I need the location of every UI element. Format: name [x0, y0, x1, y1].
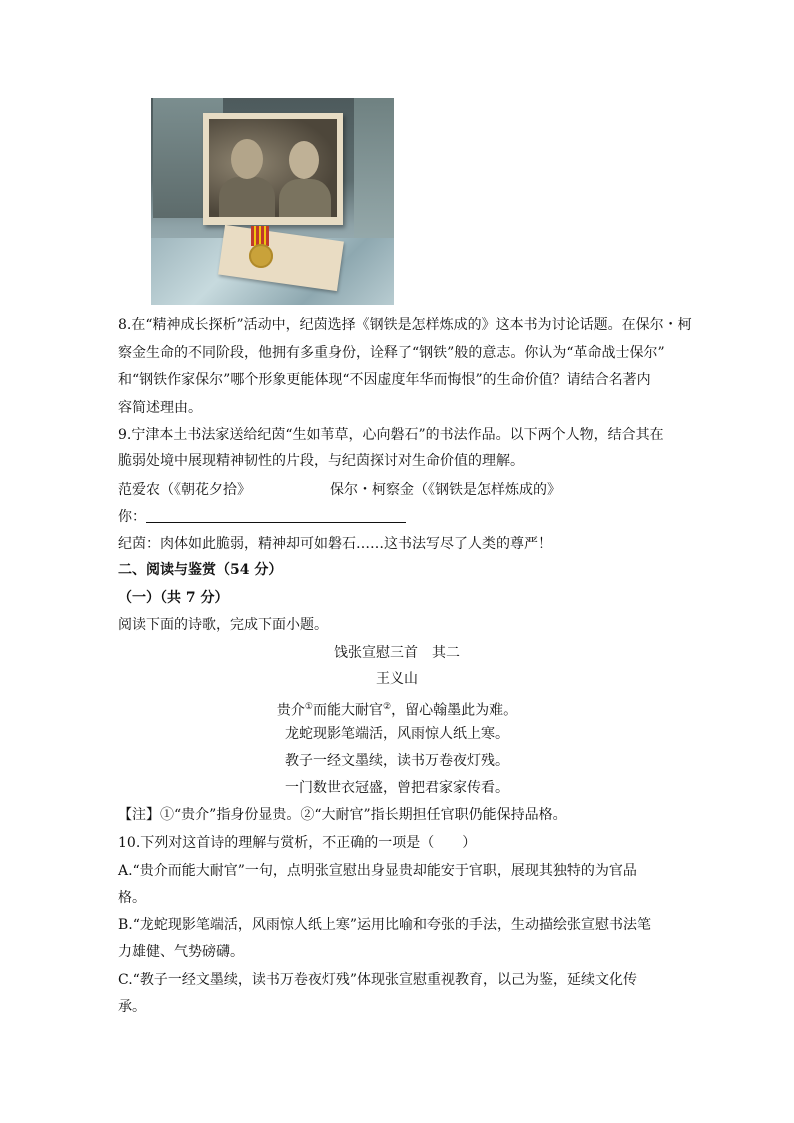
q9-answer-row	[118, 504, 406, 530]
woman-figure	[279, 179, 331, 217]
photo-frame	[203, 113, 343, 225]
reading-intro: 阅读下面的诗歌，完成下面小题。	[118, 617, 328, 633]
q10-option-c-line2: 承。	[118, 999, 146, 1015]
poem-title: 饯张宣慰三首 其二	[334, 645, 460, 661]
q9-person2: 保尔・柯察金（《钢铁是怎样炼成的》	[330, 482, 561, 498]
photo-portrait	[209, 119, 337, 217]
q8-line3: 和“钢铁作家保尔”哪个形象更能体现“不因虚度年华而悔恨”的生命价值？请结合名著内	[118, 372, 651, 388]
q8-line4: 容简述理由。	[118, 400, 202, 416]
section2-title: 二、阅读与鉴赏（54 分）	[118, 562, 283, 578]
q10-option-b-line1: B.“龙蛇现影笔端活，风雨惊人纸上寒”运用比喻和夸张的手法，生动描绘张宣慰书法笔	[118, 917, 652, 933]
man-face	[231, 139, 263, 179]
q9-line1: 9.宁津本土书法家送给纪茵“生如苇草，心向磐石”的书法作品。以下两个人物，结合其在	[118, 427, 664, 443]
q9-line2: 脆弱处境中展现精神韧性的片段，与纪茵探讨对生命价值的理解。	[118, 453, 524, 469]
poem-l1-a: 贵介	[276, 702, 305, 719]
answer-blank[interactable]	[146, 508, 406, 523]
footnote-1: ①	[304, 702, 313, 712]
poem-line3: 教子一经文墨续，读书万卷夜灯残。	[285, 753, 509, 769]
q9-person1: 范爱农（《朝花夕拾》	[118, 482, 251, 498]
poem-line2: 龙蛇现影笔端活，风雨惊人纸上寒。	[285, 726, 509, 742]
medal-ribbon	[251, 226, 269, 246]
q8-line2: 察金生命的不同阶段，他拥有多重身份，诠释了“钢铁”般的意志。你认为“革命战士保尔”	[118, 345, 665, 361]
medal-icon	[249, 244, 273, 268]
section2-sub1: （一）（共 7 分）	[118, 590, 229, 606]
window-background-right	[354, 98, 394, 258]
q10-option-c-line1: C.“教子一经文墨续，读书万卷夜灯残”体现张宣慰重视教育，以己为鉴，延续文化传	[118, 972, 637, 988]
woman-face	[289, 141, 319, 179]
poem-l1-b: 而能大耐官	[313, 702, 383, 719]
man-figure	[219, 177, 275, 217]
q10-stem: 10.下列对这首诗的理解与赏析，不正确的一项是（ ）	[118, 835, 477, 851]
poem-note: 【注】①“贵介”指身份显贵。②“大耐官”指长期担任官职仍能保持品格。	[118, 807, 567, 823]
poem-line1	[0, 694, 794, 724]
q10-option-a-line1: A.“贵介而能大耐官”一句，点明张宣慰出身显贵却能安于官职，展现其独特的为官品	[118, 863, 637, 879]
poem-line4: 一门数世衣冠盛，曾把君家家传看。	[285, 780, 509, 796]
q10-option-b-line2: 力雄健、气势磅礴。	[118, 944, 244, 960]
footnote-2: ②	[383, 702, 392, 712]
old-couple-photo-with-medal	[151, 98, 394, 305]
q8-line1: 8.在“精神成长探析”活动中，纪茵选择《钢铁是怎样炼成的》这本书为讨论话题。在保尔・柯	[118, 317, 692, 333]
poem-l1-c: ，留心翰墨此为难。	[391, 702, 518, 719]
jiyin-line: 纪茵：肉体如此脆弱，精神却可如磐石……这书法写尽了人类的尊严！	[118, 536, 552, 552]
you-label: 你：	[118, 509, 146, 525]
q10-option-a-line2: 格。	[118, 890, 146, 906]
poem-author: 王义山	[376, 671, 418, 687]
